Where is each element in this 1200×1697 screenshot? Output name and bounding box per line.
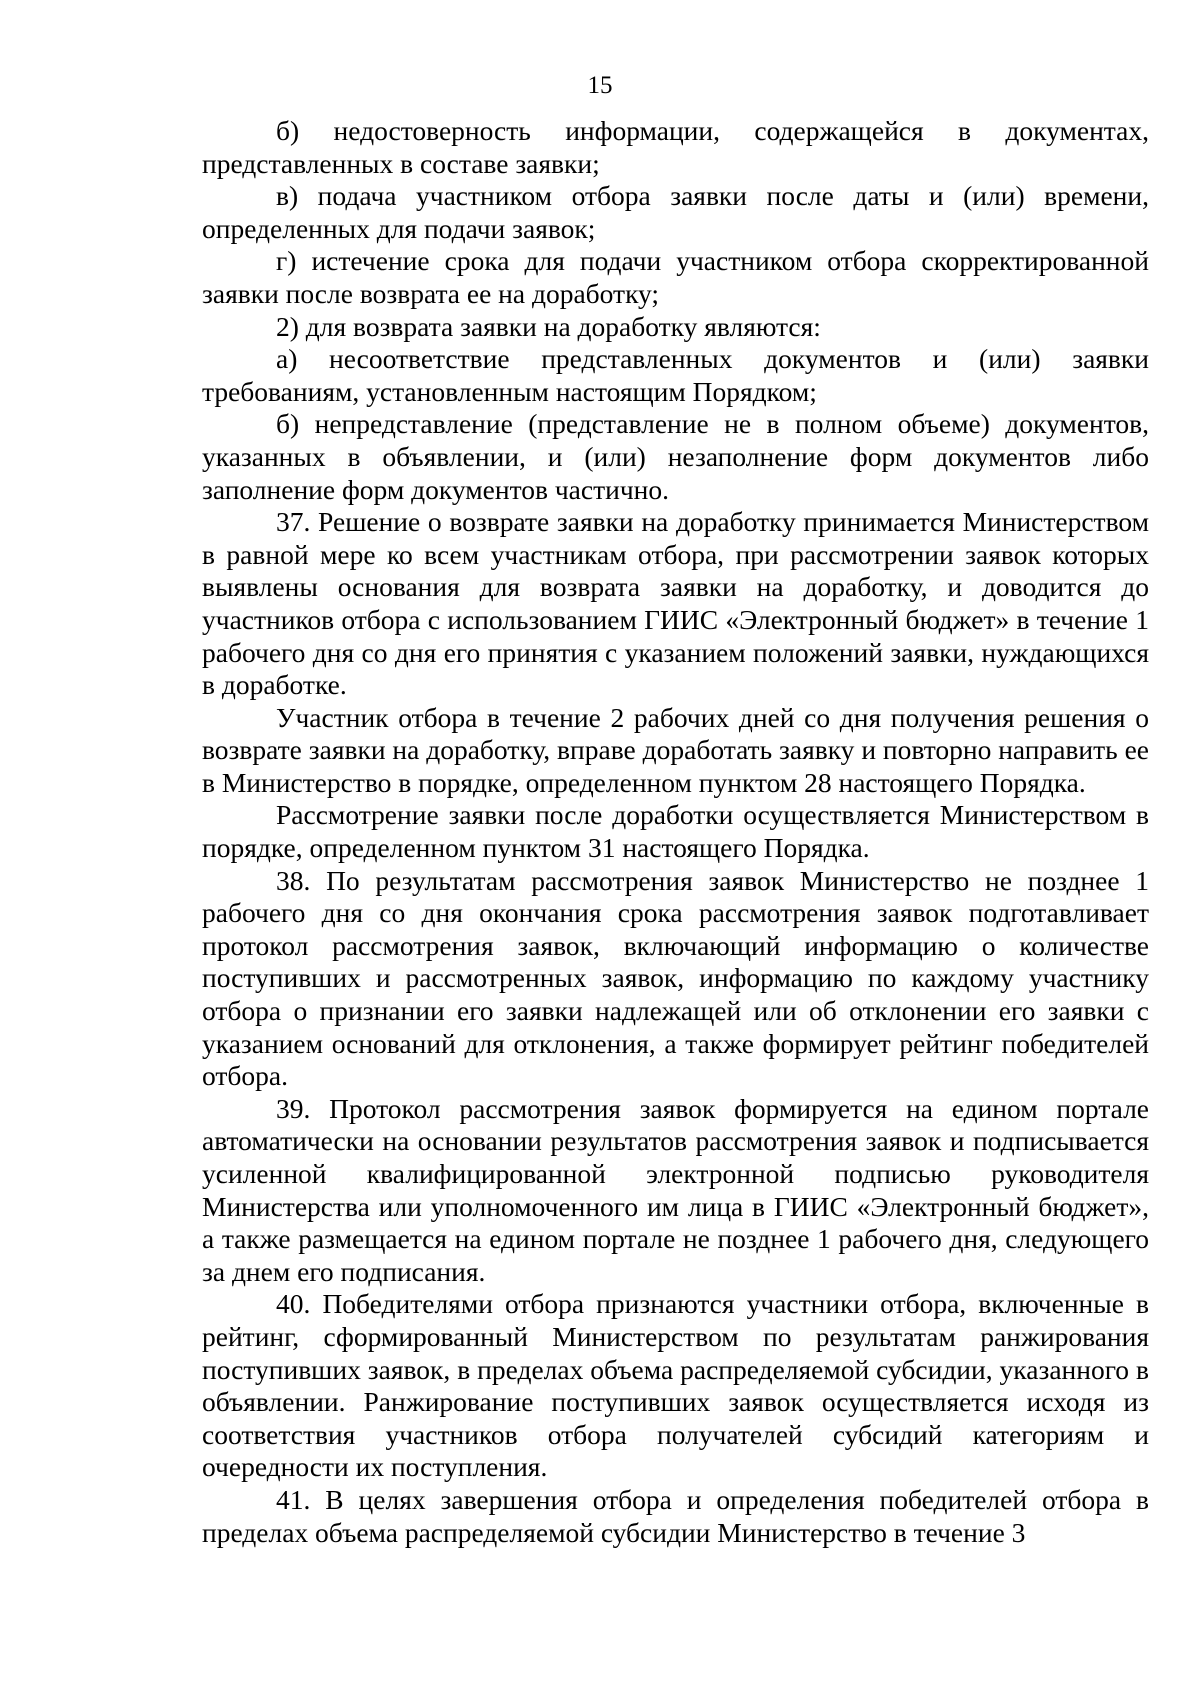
paragraph-a-nonconformity: а) несоответствие представленных документов и (или) заявки требованиям, установленным настоящим Порядком; [202, 343, 1149, 407]
paragraph-38: 38. По результатам рассмотрения заявок Министерство не позднее 1 рабочего дня со дня окончания срока рассмотрения заявок подготавливает протокол рассмотрения заявок, включающий информацию о количестве поступивших и рассмотренных заявок, информацию по каждому участнику отбора о признании его заявки надлежащей или об отклонении его заявки с указанием оснований для отклонения, а также формирует рейтинг победителей отбора. [202, 864, 1149, 1092]
paragraph-37: 37. Решение о возврате заявки на доработку принимается Министерством в равной мере ко всем участникам отбора, при рассмотрении заявок которых выявлены основания для возврата заявки на доработку, и доводится до участников отбора с использованием ГИИС «Электронный бюджет» в течение 1 рабочего дня со дня его принятия с указанием положений заявки, нуждающихся в доработке. [202, 506, 1149, 701]
paragraph-b-unreliable-info: б) недостоверность информации, содержащейся в документах, представленных в составе заявки; [202, 115, 1149, 179]
paragraph-40: 40. Победителями отбора признаются участники отбора, включенные в рейтинг, сформированный Министерством по результатам ранжирования поступивших заявок, в пределах объема распределяемой субсидии, указанного в объявлении. Ранжирование поступивших заявок осуществляется исходя из соответствия участников отбора получателей субсидий категориям и очередности их поступления. [202, 1288, 1149, 1483]
page-number: 15 [587, 72, 613, 99]
paragraph-41: 41. В целях завершения отбора и определения победителей отбора в пределах объема распределяемой субсидии Министерство в течение 3 [202, 1483, 1149, 1548]
document-body [202, 115, 1149, 1549]
paragraph-2-return-grounds: 2) для возврата заявки на доработку являются: [276, 310, 821, 342]
paragraph-v-late-submission: в) подача участником отбора заявки после даты и (или) времени, определенных для подачи заявок; [202, 180, 1149, 244]
paragraph-39: 39. Протокол рассмотрения заявок формируется на едином портале автоматически на основании результатов рассмотрения заявок и подписывается усиленной квалифицированной электронной подписью руководителя Министерства или уполномоченного им лица в ГИИС «Электронный бюджет», а также размещается на едином портале не позднее 1 рабочего дня, следующего за днем его подписания. [202, 1092, 1149, 1287]
paragraph-b-nonsubmission: б) непредставление (представление не в полном объеме) документов, указанных в объявлении, и (или) незаполнение форм документов либо заполнение форм документов частично. [202, 408, 1149, 505]
paragraph-participant-rework: Участник отбора в течение 2 рабочих дней со дня получения решения о возврате заявки на доработку, вправе доработать заявку и повторно направить ее в Министерство в порядке, определенном пунктом 28 настоящего Порядка. [202, 701, 1149, 798]
paragraph-g-deadline-expired: г) истечение срока для подачи участником отбора скорректированной заявки после возврата ее на доработку; [202, 245, 1149, 309]
paragraph-review-after-rework: Рассмотрение заявки после доработки осуществляется Министерством в порядке, определенном пунктом 31 настоящего Порядка. [202, 799, 1149, 864]
